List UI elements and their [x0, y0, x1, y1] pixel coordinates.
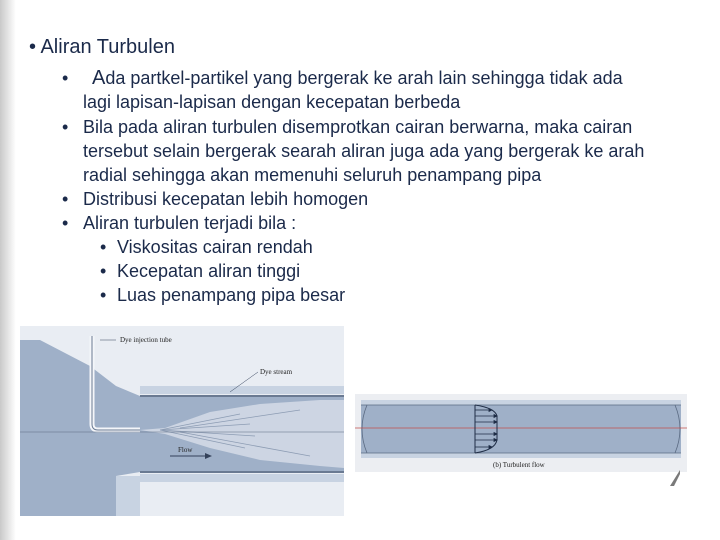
heading-bullet: •: [29, 36, 37, 58]
point-3-line-1: [62, 187, 368, 211]
point-2-line-1: [62, 115, 720, 139]
condition-luas-penampang: [100, 283, 345, 307]
reservoir-wall-band: [116, 476, 140, 516]
point-2: [62, 115, 720, 187]
label-flow: Flow: [178, 446, 193, 454]
condition-viskositas: [100, 235, 313, 259]
condition-1-bullet: •: [100, 237, 107, 257]
point-1-bullet: •: [62, 68, 69, 88]
point-2-line-1-text: Bila pada aliran turbulen disemprotkan cairan berwarna, maka cairan: [83, 117, 633, 137]
point-1-first-char: A: [92, 67, 106, 89]
dye-injection-figure: [20, 326, 344, 516]
label-dye-injection-tube: Dye injection tube: [120, 336, 172, 344]
condition-kecepatan: [100, 259, 300, 283]
pipe-top-wall-band: [140, 386, 344, 394]
pipe-top-wall: [361, 400, 681, 405]
point-2-line-2: tersebut selain bergerak searah aliran juga ada yang bergerak ke arah: [83, 141, 645, 161]
point-1-line-1: [62, 66, 720, 90]
point-1: [62, 66, 720, 114]
caption-turbulent-flow: (b) Turbulent flow: [493, 461, 545, 469]
point-3-text: Distribusi kecepatan lebih homogen: [83, 189, 369, 209]
pipe-body: [361, 404, 681, 454]
decorative-slash-icon: [666, 470, 680, 486]
pipe-bottom-wall: [361, 453, 681, 458]
condition-3-bullet: •: [100, 285, 107, 305]
point-2-bullet: •: [62, 117, 69, 137]
condition-2-text: Kecepatan aliran tinggi: [117, 261, 301, 281]
point-3-bullet: •: [62, 189, 69, 209]
point-3: [62, 187, 368, 211]
point-2-line-3: radial sehingga akan memenuhi seluruh penampang pipa: [83, 165, 542, 185]
label-dye-stream: Dye stream: [260, 368, 293, 376]
point-4-line-1: [62, 211, 296, 235]
condition-3-text: Luas penampang pipa besar: [117, 285, 346, 305]
condition-1-text: Viskositas cairan rendah: [117, 237, 313, 257]
pipe-bottom-wall-band: [140, 474, 344, 482]
turbulent-profile-figure: [355, 394, 687, 472]
condition-2-bullet: •: [100, 261, 107, 281]
point-1-line-1-text: da partkel-partikel yang bergerak ke arah lain sehingga tidak ada: [105, 68, 623, 88]
heading-text: Aliran Turbulen: [40, 36, 175, 58]
heading-aliran-turbulen: [29, 36, 175, 59]
point-4: [62, 211, 296, 235]
point-4-text: Aliran turbulen terjadi bila :: [83, 213, 297, 233]
point-1-line-2: lagi lapisan-lapisan dengan kecepatan berbeda: [83, 92, 461, 112]
point-4-bullet: •: [62, 213, 69, 233]
